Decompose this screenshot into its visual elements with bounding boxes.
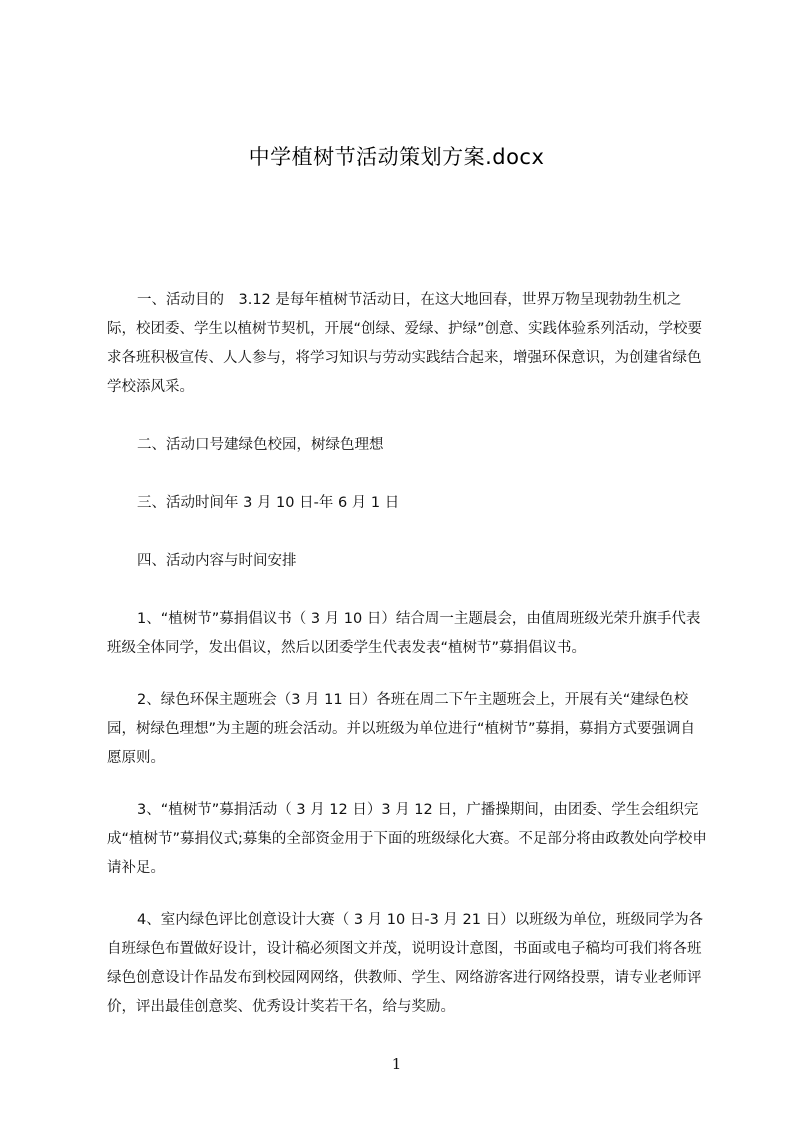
paragraph-slogan: 二、活动口号建绿色校园，树绿色理想 bbox=[137, 437, 384, 453]
paragraph-item-3: 3、“植树节”募捐活动（ 3 月 12 日）3 月 12 日，广播操期间，由团委、学生会组织完成“植树节”募捐仪式;募集的全部资金用于下面的班级绿化大赛。不足部分将由政教处向学校申请补足。 bbox=[107, 802, 707, 876]
paragraph-purpose: 一、活动目的 3.12 是每年植树节活动日，在这大地回春，世界万物呈现勃勃生机之际，校团委、学生以植树节契机，开展“创绿、爱绿、护绿”创意、实践体验系列活动，学校要求各班积极宣传、人人参与，将学习知识与劳动实践结合起来，增强环保意识，为创建省绿色学校添风采。 bbox=[107, 292, 703, 395]
paragraph-item-2: 2、绿色环保主题班会（3 月 11 日）各班在周二下午主题班会上，开展有关“建绿色校园，树绿色理想”为主题的班会活动。并以班级为单位进行“植树节”募捐，募捐方式要强调自愿原则。 bbox=[107, 692, 696, 766]
paragraph-time: 三、活动时间年 3 月 10 日-年 6 月 1 日 bbox=[137, 495, 400, 511]
document-body bbox=[107, 286, 707, 1022]
paragraph-item-1: 1、“植树节”募捐倡议书（ 3 月 10 日）结合周一主题晨会，由值周班级光荣升旗手代表班级全体同学，发出倡议，然后以团委学生代表发表“植树节”募捐倡议书。 bbox=[107, 611, 701, 656]
page-number: 1 bbox=[391, 1055, 402, 1073]
document-title: 中学植树节活动策划方案.docx bbox=[248, 145, 545, 169]
paragraph-content-heading: 四、活动内容与时间安排 bbox=[137, 553, 297, 569]
paragraph-item-4: 4、室内绿色评比创意设计大赛（ 3 月 10 日-3 月 21 日）以班级为单位，班级同学为各自班绿色布置做好设计，设计稿必须图文并茂，说明设计意图，书面或电子稿均可我们将各班绿色创意设计作品发布到校园网网络，供教师、学生、网络游客进行网络投票，请专业老师评价，评出最佳创意奖、优秀设计奖若干名，给与奖励。 bbox=[107, 912, 704, 1015]
